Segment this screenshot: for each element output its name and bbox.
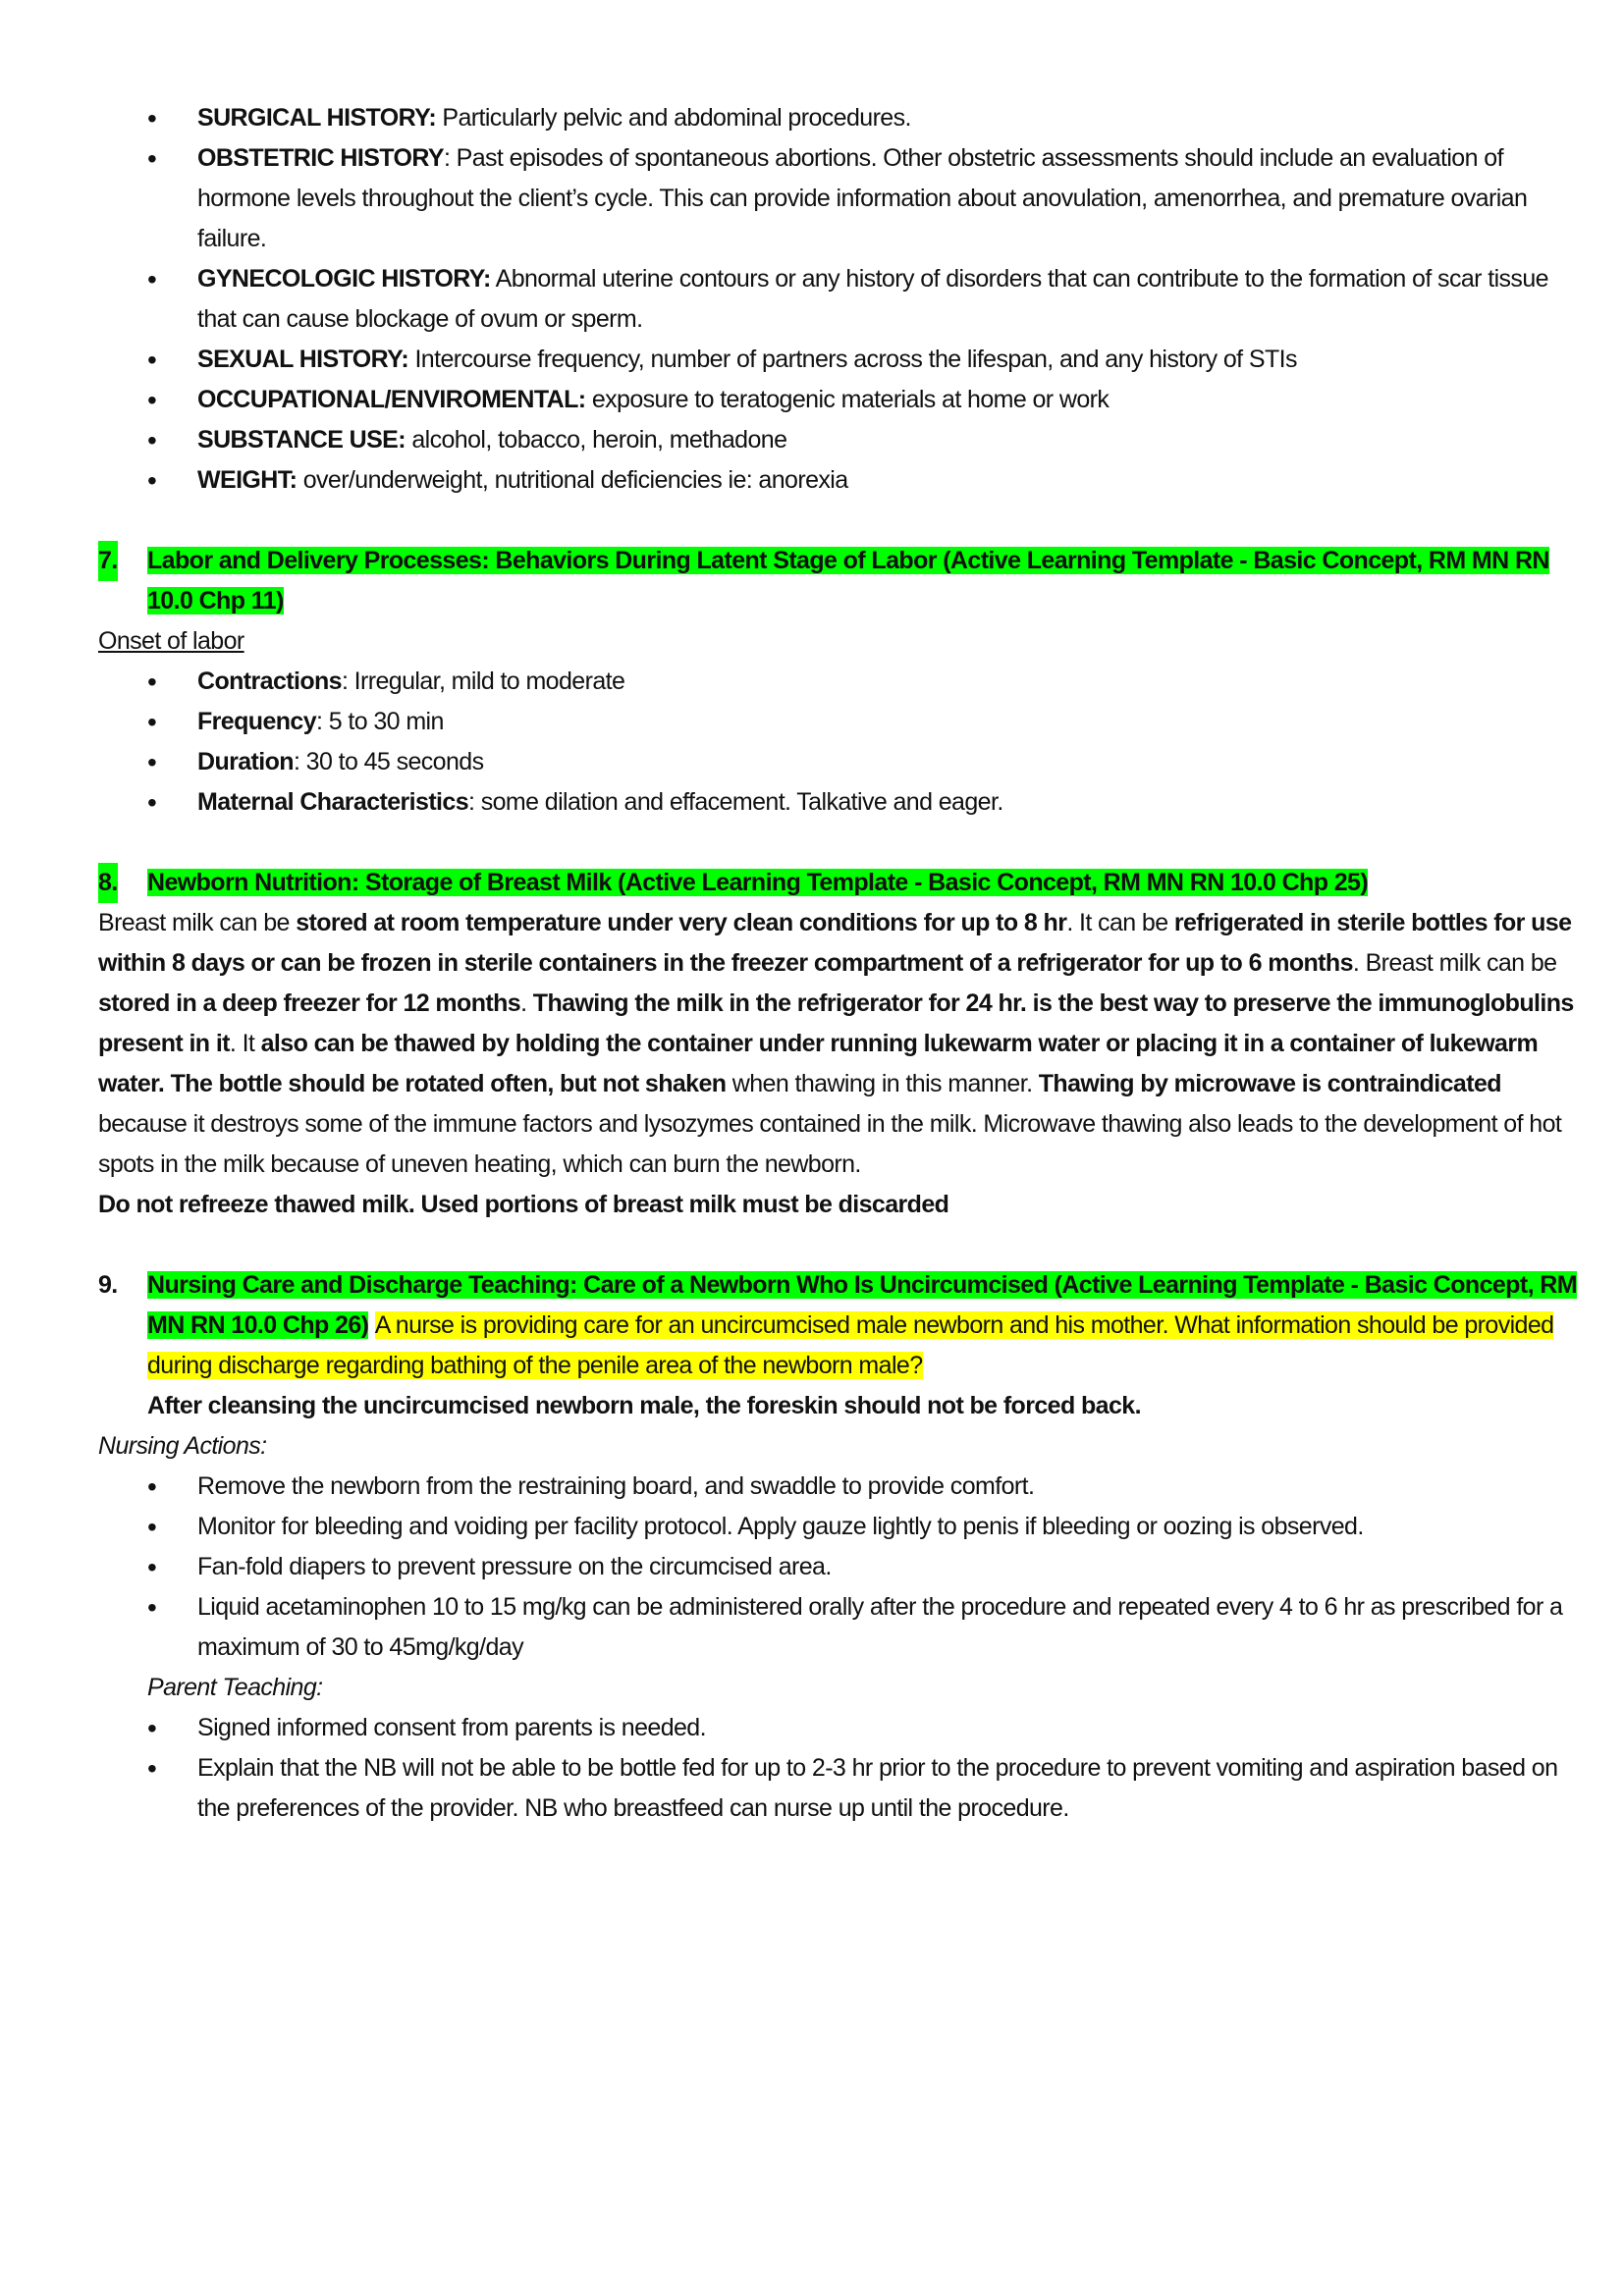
list-item xyxy=(98,138,1591,259)
text-run: because it destroys some of the immune factors and lysozymes contained in the milk. Microwave thawing also leads to the development of hot spots in the milk because of uneven heating, which can burn the newborn. xyxy=(98,1110,1562,1178)
section-8-heading xyxy=(98,863,1591,903)
item-label: Maternal Characteristics xyxy=(197,788,469,816)
labor-list xyxy=(98,662,1591,823)
parent-teaching-label: Parent Teaching: xyxy=(147,1674,323,1701)
text-run: . Breast milk can be xyxy=(1352,949,1557,977)
list-item: • Liquid acetaminophen 10 to 15 mg/kg can be administered orally after the procedure and repeated every 4 to 6 hr as prescribed for a maximum of 30 to 45mg/kg/day xyxy=(98,1587,1591,1668)
list-item xyxy=(98,782,1591,823)
bold-run: stored at room temperature under very clean conditions for up to 8 hr xyxy=(296,909,1067,936)
closing-statement: Do not refreeze thawed milk. Used portions of breast milk must be discarded xyxy=(98,1191,949,1218)
bold-run: stored in a deep freezer for 12 months xyxy=(98,989,521,1017)
item-text: Intercourse frequency, number of partners across the lifespan, and any history of STIs xyxy=(408,346,1297,373)
item-text: : Irregular, mild to moderate xyxy=(341,667,625,695)
text-run: . xyxy=(520,989,533,1017)
subheading-onset-of-labor: Onset of labor xyxy=(98,627,244,655)
item-text: over/underweight, nutritional deficiencies ie: anorexia xyxy=(297,466,848,494)
list-item xyxy=(98,742,1591,782)
text-run: when thawing in this manner. xyxy=(726,1070,1039,1097)
history-list xyxy=(98,98,1591,501)
answer-text: After cleansing the uncircumcised newborn male, the foreskin should not be forced back. xyxy=(147,1392,1141,1419)
item-label: SUBSTANCE USE: xyxy=(197,426,406,454)
item-label: Duration xyxy=(197,748,294,775)
document-page xyxy=(98,98,1591,1829)
item-text: exposure to teratogenic materials at home or work xyxy=(585,386,1110,413)
text-run: . It can be xyxy=(1066,909,1174,936)
bold-run: Thawing by microwave is contraindicated xyxy=(1038,1070,1501,1097)
section-title: Labor and Delivery Processes: Behaviors During Latent Stage of Labor (Active Learning Template - Basic Concept, RM MN RN 10.0 Chp 11) xyxy=(147,547,1549,614)
list-item: • Monitor for bleeding and voiding per facility protocol. Apply gauze lightly to penis if bleeding or oozing is observed. xyxy=(98,1507,1591,1547)
list-item: • Remove the newborn from the restraining board, and swaddle to provide comfort. xyxy=(98,1467,1591,1507)
item-text: alcohol, tobacco, heroin, methadone xyxy=(406,426,787,454)
item-label: Contractions xyxy=(197,667,342,695)
section-number: 9. xyxy=(98,1271,118,1299)
item-text: Particularly pelvic and abdominal procedures. xyxy=(436,104,911,132)
list-item: • Explain that the NB will not be able to be bottle fed for up to 2-3 hr prior to the procedure to prevent vomiting and aspiration based on the preferences of the provider. NB who breastfeed can nurse up until the procedure. xyxy=(98,1748,1591,1829)
item-label: OCCUPATIONAL/ENVIROMENTAL: xyxy=(197,386,586,413)
list-item xyxy=(98,340,1591,380)
text-run: Breast milk can be xyxy=(98,909,297,936)
nursing-actions-list xyxy=(98,1467,1591,1668)
question-text: A nurse is providing care for an uncircumcised male newborn and his mother. What information should be provided during discharge regarding bathing of the penile area of the newborn male? xyxy=(147,1311,1554,1379)
item-label: SEXUAL HISTORY: xyxy=(197,346,409,373)
section-9-heading xyxy=(98,1265,1591,1386)
bold-run: Thawing the milk in the refrigerator for 24 hr. is the best way to preserve the immunoglobulins present in it xyxy=(98,989,1574,1057)
item-text: : Past episodes of spontaneous abortions. Other obstetric assessments should include an evaluation of hormone levels throughout the client’s cycle. This can provide information about anovulation, amenorrhea, and premature ovarian failure. xyxy=(197,144,1528,252)
list-item xyxy=(98,460,1591,501)
item-label: WEIGHT: xyxy=(197,466,298,494)
item-text: : 5 to 30 min xyxy=(316,708,444,735)
section-title: Nursing Care and Discharge Teaching: Care of a Newborn Who Is Uncircumcised (Active Learning Template - Basic Concept, RM MN RN 10.0 Chp 26) xyxy=(147,1271,1577,1339)
list-item xyxy=(98,380,1591,420)
parent-teaching-list xyxy=(98,1708,1591,1829)
item-label: GYNECOLOGIC HISTORY: xyxy=(197,265,491,293)
section-7-heading xyxy=(98,541,1591,621)
section-number: 8. xyxy=(98,863,118,903)
breast-milk-paragraph xyxy=(98,903,1591,1185)
list-item: • Fan-fold diapers to prevent pressure on the circumcised area. xyxy=(98,1547,1591,1587)
bold-run: refrigerated in sterile bottles for use within 8 days or can be frozen in sterile containers in the freezer compartment of a refrigerator for up to 6 months xyxy=(98,909,1572,977)
nursing-actions-label: Nursing Actions: xyxy=(98,1432,267,1460)
bold-run: also can be thawed by holding the container under running lukewarm water or placing it in a container of lukewarm water. The bottle should be rotated often, but not shaken xyxy=(98,1030,1539,1097)
item-label: Frequency xyxy=(197,708,317,735)
section-title: Newborn Nutrition: Storage of Breast Milk (Active Learning Template - Basic Concept, RM MN RN 10.0 Chp 25) xyxy=(147,869,1369,896)
list-item xyxy=(98,259,1591,340)
list-item: • Signed informed consent from parents is needed. xyxy=(98,1708,1591,1748)
item-text: : some dilation and effacement. Talkative and eager. xyxy=(468,788,1003,816)
item-label: OBSTETRIC HISTORY xyxy=(197,144,444,172)
section-number: 7. xyxy=(98,541,118,581)
text-run: . It xyxy=(229,1030,261,1057)
item-text: : 30 to 45 seconds xyxy=(293,748,484,775)
list-item xyxy=(98,420,1591,460)
list-item xyxy=(98,662,1591,702)
item-text: Abnormal uterine contours or any history of disorders that can contribute to the formation of scar tissue that can cause blockage of ovum or sperm. xyxy=(197,265,1548,333)
item-label: SURGICAL HISTORY: xyxy=(197,104,437,132)
list-item xyxy=(98,702,1591,742)
list-item xyxy=(98,98,1591,138)
